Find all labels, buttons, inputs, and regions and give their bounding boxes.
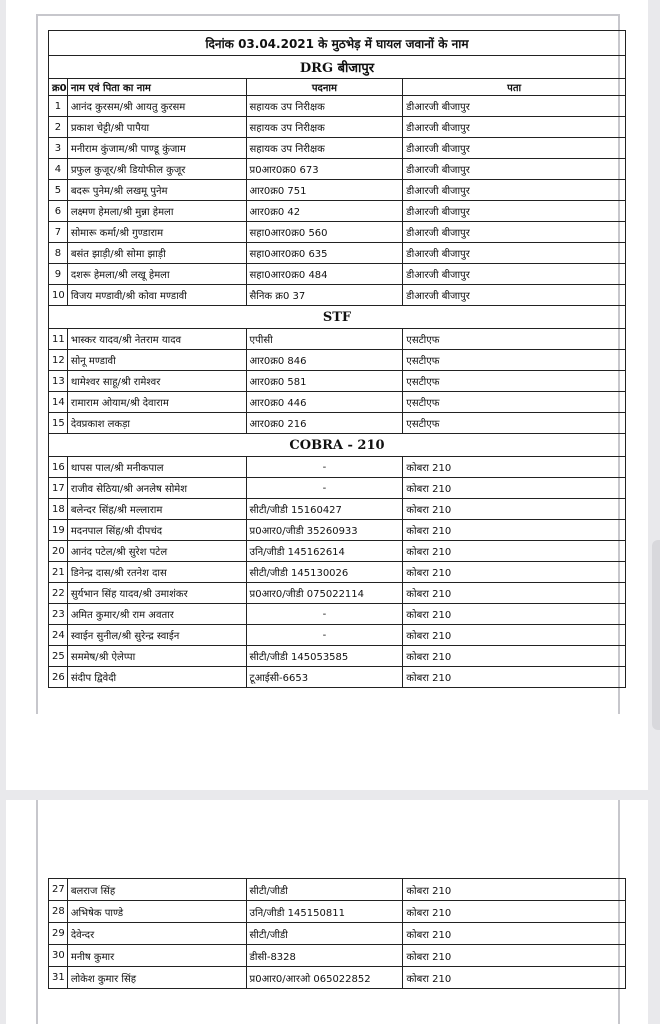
- address-cell: कोबरा 210: [403, 541, 626, 562]
- designation-cell: प्र0आर0/जीडी 35260933: [246, 520, 403, 541]
- table-row: [49, 478, 626, 499]
- name-cell: आनंद कुरसम/श्री आयतु कुरसम: [67, 96, 246, 117]
- address-cell: कोबरा 210: [403, 583, 626, 604]
- table-row: [49, 879, 626, 901]
- serial-number: 4: [49, 159, 68, 180]
- section-heading-row: [49, 434, 626, 457]
- column-header-address: पता: [403, 79, 626, 96]
- designation-cell: आर0क्र0 751: [246, 180, 403, 201]
- column-header-designation: पदनाम: [246, 79, 403, 96]
- name-cell: सोमारू कर्मा/श्री गुण्डाराम: [67, 222, 246, 243]
- serial-number: 15: [49, 413, 68, 434]
- table-row: [49, 201, 626, 222]
- serial-number: 30: [49, 945, 68, 967]
- serial-number: 8: [49, 243, 68, 264]
- name-cell: बदरू पुनेम/श्री लखमू पुनेम: [67, 180, 246, 201]
- designation-cell: सहायक उप निरीक्षक: [246, 138, 403, 159]
- table-row: [49, 117, 626, 138]
- address-cell: एसटीएफ: [403, 392, 626, 413]
- section-heading: COBRA - 210: [49, 434, 626, 457]
- serial-number: 28: [49, 901, 68, 923]
- name-cell: संदीप द्विवेदी: [67, 667, 246, 688]
- address-cell: एसटीएफ: [403, 329, 626, 350]
- table-row: [49, 350, 626, 371]
- address-cell: एसटीएफ: [403, 350, 626, 371]
- name-cell: मनीष कुमार: [67, 945, 246, 967]
- page-rule-left: [36, 14, 38, 714]
- designation-cell: -: [246, 457, 403, 478]
- address-cell: कोबरा 210: [403, 967, 626, 989]
- designation-cell: -: [246, 604, 403, 625]
- address-cell: कोबरा 210: [403, 604, 626, 625]
- address-cell: डीआरजी बीजापुर: [403, 138, 626, 159]
- designation-cell: सीटी/जीडी 145053585: [246, 646, 403, 667]
- table-row: [49, 222, 626, 243]
- serial-number: 23: [49, 604, 68, 625]
- table-row: [49, 499, 626, 520]
- table-row: [49, 625, 626, 646]
- table-row: [49, 264, 626, 285]
- table-row: [49, 180, 626, 201]
- name-cell: अभिषेक पाण्डे: [67, 901, 246, 923]
- address-cell: डीआरजी बीजापुर: [403, 96, 626, 117]
- table-row: [49, 520, 626, 541]
- name-cell: थामेश्वर साहू/श्री रामेश्वर: [67, 371, 246, 392]
- designation-cell: आर0क्र0 446: [246, 392, 403, 413]
- name-cell: प्रकाश चेट्टी/श्री पापैया: [67, 117, 246, 138]
- serial-number: 26: [49, 667, 68, 688]
- address-cell: डीआरजी बीजापुर: [403, 159, 626, 180]
- designation-cell: डीसी-8328: [246, 945, 403, 967]
- name-cell: रामाराम ओयाम/श्री देवाराम: [67, 392, 246, 413]
- table-row: [49, 541, 626, 562]
- serial-number: 10: [49, 285, 68, 306]
- address-cell: डीआरजी बीजापुर: [403, 285, 626, 306]
- designation-cell: सैनिक क्र0 37: [246, 285, 403, 306]
- address-cell: डीआरजी बीजापुर: [403, 201, 626, 222]
- designation-cell: प्र0आर0/आरओ 065022852: [246, 967, 403, 989]
- designation-cell: एपीसी: [246, 329, 403, 350]
- name-cell: दशरू हेमला/श्री लखू हेमला: [67, 264, 246, 285]
- table-row: [49, 667, 626, 688]
- designation-cell: सीटी/जीडी: [246, 879, 403, 901]
- designation-cell: आर0क्र0 216: [246, 413, 403, 434]
- casualty-table: [48, 30, 626, 688]
- page-rule-top: [36, 14, 620, 16]
- serial-number: 5: [49, 180, 68, 201]
- designation-cell: आर0क्र0 846: [246, 350, 403, 371]
- designation-cell: सहायक उप निरीक्षक: [246, 117, 403, 138]
- name-cell: थापस पाल/श्री मनीकपाल: [67, 457, 246, 478]
- designation-cell: आर0क्र0 42: [246, 201, 403, 222]
- serial-number: 3: [49, 138, 68, 159]
- table-row: [49, 583, 626, 604]
- address-cell: कोबरा 210: [403, 667, 626, 688]
- serial-number: 17: [49, 478, 68, 499]
- designation-cell: सहायक उप निरीक्षक: [246, 96, 403, 117]
- name-cell: डिनेन्द्र दास/श्री रतनेश दास: [67, 562, 246, 583]
- designation-cell: सीटी/जीडी 145130026: [246, 562, 403, 583]
- name-cell: अमित कुमार/श्री राम अवतार: [67, 604, 246, 625]
- title-row: [49, 31, 626, 56]
- designation-cell: सहा0आर0क्र0 560: [246, 222, 403, 243]
- column-header-row: [49, 79, 626, 96]
- name-cell: भास्कर यादव/श्री नेतराम यादव: [67, 329, 246, 350]
- name-cell: मदनपाल सिंह/श्री दीपचंद: [67, 520, 246, 541]
- section-heading-row: [49, 306, 626, 329]
- address-cell: डीआरजी बीजापुर: [403, 264, 626, 285]
- document-page-1: [6, 0, 648, 790]
- table-row: [49, 329, 626, 350]
- table-row: [49, 945, 626, 967]
- designation-cell: उनि/जीडी 145150811: [246, 901, 403, 923]
- name-cell: प्रफुल कुजूर/श्री डियोफील कुजूर: [67, 159, 246, 180]
- serial-number: 24: [49, 625, 68, 646]
- address-cell: कोबरा 210: [403, 562, 626, 583]
- table-row: [49, 138, 626, 159]
- name-cell: सुर्यभान सिंह यादव/श्री उमाशंकर: [67, 583, 246, 604]
- name-cell: बलराज सिंह: [67, 879, 246, 901]
- page-rule-left-2: [36, 800, 38, 1024]
- table-row: [49, 413, 626, 434]
- address-cell: कोबरा 210: [403, 457, 626, 478]
- serial-number: 1: [49, 96, 68, 117]
- serial-number: 25: [49, 646, 68, 667]
- designation-cell: सीटी/जीडी: [246, 923, 403, 945]
- serial-number: 13: [49, 371, 68, 392]
- table-row: [49, 371, 626, 392]
- table-row: [49, 96, 626, 117]
- table-row: [49, 967, 626, 989]
- section-heading: STF: [49, 306, 626, 329]
- name-cell: सोनू मण्डावी: [67, 350, 246, 371]
- serial-number: 11: [49, 329, 68, 350]
- designation-cell: उनि/जीडी 145162614: [246, 541, 403, 562]
- table-row: [49, 562, 626, 583]
- serial-number: 14: [49, 392, 68, 413]
- address-cell: डीआरजी बीजापुर: [403, 117, 626, 138]
- serial-number: 21: [49, 562, 68, 583]
- address-cell: एसटीएफ: [403, 413, 626, 434]
- serial-number: 2: [49, 117, 68, 138]
- section-heading: DRG बीजापुर: [49, 56, 626, 79]
- address-cell: कोबरा 210: [403, 646, 626, 667]
- serial-number: 9: [49, 264, 68, 285]
- table-row: [49, 901, 626, 923]
- table-row: [49, 392, 626, 413]
- continuation-table: [48, 878, 626, 989]
- address-cell: कोबरा 210: [403, 520, 626, 541]
- name-cell: विजय मण्डावी/श्री कोवा मण्डावी: [67, 285, 246, 306]
- designation-cell: प्र0आर0/जीडी 075022114: [246, 583, 403, 604]
- serial-number: 31: [49, 967, 68, 989]
- document-title: दिनांक 03.04.2021 के मुठभेड़ में घायल जवानों के नाम: [49, 31, 626, 56]
- name-cell: मनीराम कुंजाम/श्री पाण्डू कुंजाम: [67, 138, 246, 159]
- serial-number: 18: [49, 499, 68, 520]
- table-row: [49, 243, 626, 264]
- document-page-2: [6, 800, 648, 1024]
- serial-number: 7: [49, 222, 68, 243]
- name-cell: स्वाईन सुनील/श्री सुरेन्द्र स्वाईन: [67, 625, 246, 646]
- name-cell: सममेष/श्री ऐलेप्पा: [67, 646, 246, 667]
- serial-number: 12: [49, 350, 68, 371]
- table-row: [49, 285, 626, 306]
- address-cell: कोबरा 210: [403, 901, 626, 923]
- designation-cell: सीटी/जीडी 15160427: [246, 499, 403, 520]
- address-cell: कोबरा 210: [403, 625, 626, 646]
- address-cell: कोबरा 210: [403, 499, 626, 520]
- section-heading-row: [49, 56, 626, 79]
- address-cell: कोबरा 210: [403, 945, 626, 967]
- name-cell: राजीव सेठिया/श्री अनलेष सोमेश: [67, 478, 246, 499]
- name-cell: देवेन्दर: [67, 923, 246, 945]
- table-row: [49, 604, 626, 625]
- table-row: [49, 646, 626, 667]
- address-cell: एसटीएफ: [403, 371, 626, 392]
- serial-number: 27: [49, 879, 68, 901]
- name-cell: आनंद पटेल/श्री सुरेश पटेल: [67, 541, 246, 562]
- serial-number: 6: [49, 201, 68, 222]
- designation-cell: सहा0आर0क्र0 635: [246, 243, 403, 264]
- table-row: [49, 159, 626, 180]
- address-cell: कोबरा 210: [403, 923, 626, 945]
- designation-cell: टूआईसी-6653: [246, 667, 403, 688]
- name-cell: बसंत झाड़ी/श्री सोमा झाड़ी: [67, 243, 246, 264]
- scroll-handle[interactable]: [652, 540, 660, 730]
- designation-cell: प्र0आर0क्र0 673: [246, 159, 403, 180]
- table-row: [49, 457, 626, 478]
- designation-cell: सहा0आर0क्र0 484: [246, 264, 403, 285]
- name-cell: लोकेश कुमार सिंह: [67, 967, 246, 989]
- designation-cell: -: [246, 625, 403, 646]
- address-cell: डीआरजी बीजापुर: [403, 222, 626, 243]
- address-cell: कोबरा 210: [403, 879, 626, 901]
- name-cell: बलेन्दर सिंह/श्री मल्लाराम: [67, 499, 246, 520]
- column-header-sn: क्र0: [49, 79, 68, 96]
- serial-number: 20: [49, 541, 68, 562]
- designation-cell: आर0क्र0 581: [246, 371, 403, 392]
- address-cell: कोबरा 210: [403, 478, 626, 499]
- serial-number: 19: [49, 520, 68, 541]
- address-cell: डीआरजी बीजापुर: [403, 180, 626, 201]
- name-cell: लक्ष्मण हेमला/श्री मुन्ना हेमला: [67, 201, 246, 222]
- name-cell: देवप्रकाश लकड़ा: [67, 413, 246, 434]
- table-row: [49, 923, 626, 945]
- serial-number: 22: [49, 583, 68, 604]
- serial-number: 29: [49, 923, 68, 945]
- address-cell: डीआरजी बीजापुर: [403, 243, 626, 264]
- designation-cell: -: [246, 478, 403, 499]
- serial-number: 16: [49, 457, 68, 478]
- column-header-name: नाम एवं पिता का नाम: [67, 79, 246, 96]
